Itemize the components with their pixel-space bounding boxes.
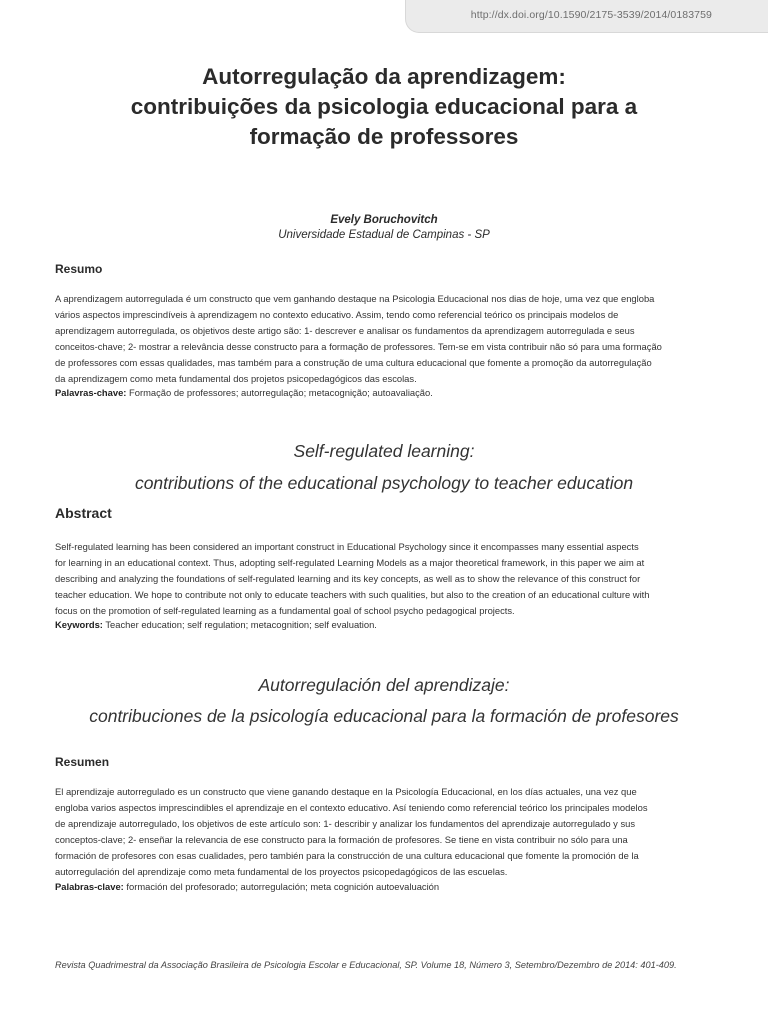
resumo-line: vários aspectos imprescindíveis à aprendizagem no contexto educativo. Assim, tendo como referencial teórico os principais modelos de (55, 309, 619, 320)
abstract-line: describing and analyzing the foundations of self-regulated learning and its key concepts, as well as to show the relevance of this construct for (55, 573, 641, 584)
abstract-keywords-text: Teacher education; self regulation; metacognition; self evaluation. (105, 619, 377, 630)
resumen-line: El aprendizaje autorregulado es un constructo que viene ganando destaque en la Psicología Educacional, en los días actuales, una vez que (55, 786, 637, 797)
resumen-body (55, 784, 715, 880)
resumo-body (55, 291, 715, 387)
abstract-heading: Abstract (55, 505, 112, 521)
resumo-line: de professores com essas qualidades, mas também para a construção de uma cultura educacional que fomente a promoção da autorregulação (55, 357, 652, 368)
resumen-line: engloba varios aspectos imprescindibles el aprendizaje en el contexto educativo. Así teniendo como referencial teórico los principales modelos (55, 802, 648, 813)
doi-tab (405, 0, 768, 33)
title-es-line2: contribuciones de la psicología educacional para la formación de profesores (89, 706, 679, 726)
resumen-line: conceptos-clave; 2- enseñar la relevancia de ese constructo para la formación de profesores. Se tiene en vista contribuir no sólo para una (55, 834, 628, 845)
resumen-keywords (55, 880, 715, 894)
title-pt-line3: formação de professores (249, 124, 519, 149)
abstract-line: focus on the promotion of self-regulated learning as a fundamental goal of school psycho pedagogical projects. (55, 605, 515, 616)
title-es-line1: Autorregulación del aprendizaje: (258, 675, 510, 695)
journal-footer: Revista Quadrimestral da Associação Brasileira de Psicologia Escolar e Educacional, SP. Volume 18, Número 3, Setembro/Dezembro de 2014: 401-409. (55, 960, 677, 970)
resumo-line: conceitos-chave; 2- mostrar a relevância desse constructo para a formação de professores. Tem-se em vista contribuir não só para uma formação (55, 341, 662, 352)
title-pt-line1: Autorregulação da aprendizagem: (202, 64, 566, 89)
title-pt (40, 62, 728, 152)
doi-link[interactable]: http://dx.doi.org/10.1590/2175-3539/2014/0183759 (470, 9, 712, 21)
resumo-line: A aprendizagem autorregulada é um constructo que vem ganhando destaque na Psicologia Educacional nos dias de hoje, uma vez que engloba (55, 293, 655, 304)
title-en-line1: Self-regulated learning: (293, 441, 475, 461)
resumo-keywords-text: Formação de professores; autorregulação; metacognição; autoavaliação. (129, 387, 433, 398)
abstract-body (55, 539, 715, 619)
resumen-keywords-label: Palabras-clave: (55, 881, 124, 892)
author-block (40, 213, 728, 243)
resumo-keywords-label: Palavras-chave: (55, 387, 127, 398)
resumen-line: autorregulación del aprendizaje como meta fundamental de los proyectos psicopedagógicos de las escuelas. (55, 866, 508, 877)
abstract-line: for learning in an educational context. Thus, adopting self-regulated Learning Models as a major theoretical framework, in this paper we aim at (55, 557, 645, 568)
abstract-line: Self-regulated learning has been considered an important construct in Educational Psychology since it encompasses many essential aspects (55, 541, 639, 552)
resumen-heading: Resumen (55, 755, 110, 769)
title-en-line2: contributions of the educational psychology to teacher education (134, 473, 634, 493)
abstract-keywords (55, 618, 715, 632)
author-name: Evely Boruchovitch (330, 214, 438, 226)
resumen-line: de aprendizaje autorregulado, los objetivos de este artículo son: 1- describir y analizar los fundamentos del aprendizaje autorregulado y sus (55, 818, 636, 829)
abstract-line: teacher education. We hope to contribute not only to educate teachers with such qualities, but also to the creation of an educational culture with (55, 589, 650, 600)
resumen-line: formación de profesores con esas cualidades, pero también para la construcción de una cultura educacional que fomente la promoción de la (55, 850, 639, 861)
abstract-keywords-label: Keywords: (55, 619, 103, 630)
title-pt-line2: contribuições da psicologia educacional para a (130, 94, 638, 119)
resumo-heading: Resumo (55, 262, 103, 276)
author-affiliation: Universidade Estadual de Campinas - SP (278, 229, 490, 241)
resumo-keywords (55, 386, 715, 400)
resumo-line: aprendizagem autorregulada, os objetivos deste artigo são: 1- descrever e analisar os fundamentos da aprendizagem autorregulada e seus (55, 325, 635, 336)
resumo-line: da aprendizagem como meta fundamental dos projetos psicopedagógicos das escolas. (55, 373, 417, 384)
resumen-keywords-text: formación del profesorado; autorregulación; meta cognición autoevaluación (126, 881, 440, 892)
